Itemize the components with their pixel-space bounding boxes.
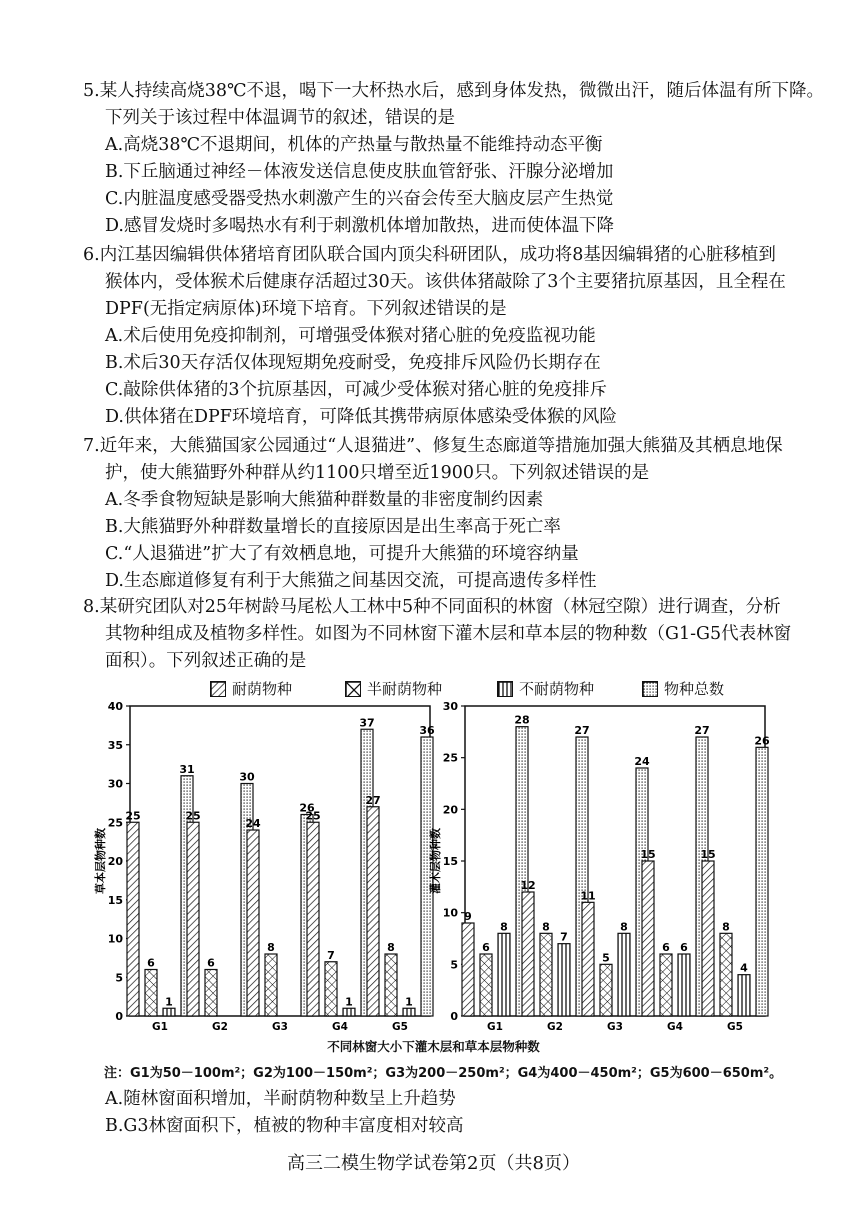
y-axis-label: 草本层物种数 (94, 828, 107, 894)
option-d: D.感冒发烧时多喝热水有利于刺激机体增加散热，进而使体温下降 (105, 216, 614, 236)
herb-layer-chart (90, 700, 445, 1035)
question-stem-line: 下列关于该过程中体温调节的叙述，错误的是 (105, 108, 455, 128)
bar-value-label: 25 (125, 809, 141, 823)
bar (205, 970, 217, 1017)
bar-value-label: 8 (722, 920, 730, 934)
bar-value-label: 6 (482, 941, 490, 954)
bar-value-label: 5 (602, 951, 610, 965)
bar (678, 954, 690, 1016)
option-b: B.G3林窗面积下，植被的物种丰富度相对较高 (105, 1116, 464, 1136)
bar-value-label: 25 (185, 809, 201, 823)
option-a: A.随林窗面积增加，半耐荫物种数呈上升趋势 (105, 1089, 456, 1109)
bar-value-label: 7 (327, 948, 335, 962)
shrub-layer-chart (425, 700, 780, 1035)
y-tick-label: 10 (107, 932, 123, 946)
bar-value-label: 12 (520, 879, 536, 892)
x-tick-label: G5 (392, 1021, 408, 1033)
bar (558, 944, 570, 1016)
chart-note: 注：G1为50－100m²；G2为100－150m²；G3为200－250m²；G4为400－450m²；G5为600－650m²。 (104, 1066, 783, 1081)
x-tick-label: G3 (272, 1021, 288, 1033)
bar-value-label: 6 (207, 956, 215, 970)
question-stem-line: 护，使大熊猫野外种群从约1100只增至近1900只。下列叙述错误的是 (105, 463, 650, 483)
x-tick-label: G5 (727, 1021, 743, 1033)
bar-value-label: 27 (365, 793, 381, 807)
bar-value-label: 6 (680, 941, 688, 954)
question-stem-line: 6.内江基因编辑供体猪培育团队联合国内顶尖科研团队，成功将8基因编辑猪的心脏移植到 (83, 245, 776, 265)
bar (163, 1008, 175, 1016)
bar (582, 902, 594, 1016)
question-stem-line: 面积）。下列叙述正确的是 (105, 651, 307, 671)
option-c: C.敲除供体猪的3个抗原基因，可减少受体猴对猪心脏的免疫排斥 (105, 380, 607, 400)
y-tick-label: 5 (115, 971, 123, 985)
bar-value-label: 28 (514, 713, 530, 727)
x-tick-label: G2 (547, 1021, 563, 1033)
option-a: A.高烧38℃不退期间，机体的产热量与散热量不能维持动态平衡 (105, 135, 603, 155)
y-tick-label: 15 (442, 855, 458, 868)
bar-value-label: 24 (634, 755, 650, 768)
legend-label: 物种总数 (664, 680, 725, 698)
bar-value-label: 30 (239, 770, 255, 784)
bar (187, 822, 199, 1016)
x-tick-label: G2 (212, 1021, 228, 1033)
bar-value-label: 6 (662, 941, 670, 954)
chart-legend (210, 676, 770, 702)
bar (127, 822, 139, 1016)
bar (738, 975, 750, 1016)
bar (325, 962, 337, 1016)
y-tick-label: 30 (442, 700, 458, 713)
bar-value-label: 26 (299, 801, 315, 815)
y-tick-label: 20 (442, 803, 458, 817)
bar-value-label: 15 (640, 848, 656, 861)
question-stem-line: 猴体内，受体猴术后健康存活超过30天。该供体猪敲除了3个主要猪抗原基因，且全程在 (105, 272, 786, 292)
bar-value-label: 15 (700, 848, 716, 861)
bar (660, 954, 672, 1016)
y-tick-label: 15 (107, 893, 123, 907)
question-stem-line: 8.某研究团队对25年树龄马尾松人工林中5种不同面积的林窗（林冠空隙）进行调查，分析 (83, 597, 781, 617)
y-axis-label: 灌木层物种数 (429, 828, 442, 894)
bar-value-label: 8 (267, 941, 275, 954)
question-stem-line: 5.某人持续高烧38℃不退，喝下一大杯热水后，感到身体发热，微微出汗，随后体温有所下降。 (83, 81, 825, 101)
option-b: B.术后30天存活仅体现短期免疫耐受，免疫排斥风险仍长期存在 (105, 353, 601, 373)
vertical-stripe-swatch-icon (497, 681, 513, 697)
legend-label: 不耐荫物种 (519, 680, 595, 698)
legend-label: 耐荫物种 (232, 680, 293, 698)
bar-value-label: 27 (574, 724, 590, 737)
bar-value-label: 27 (694, 724, 710, 737)
question-8-options (105, 1086, 825, 1140)
question-5 (83, 78, 823, 240)
bar (367, 807, 379, 1016)
bar (385, 954, 397, 1016)
bar (498, 933, 510, 1016)
bar-value-label: 9 (464, 910, 472, 923)
option-b: B.大熊猫野外种群数量增长的直接原因是出生率高于死亡率 (105, 517, 561, 537)
question-stem-line: DPF(无指定病原体)环境下培育。下列叙述错误的是 (105, 299, 507, 319)
bar-value-label: 1 (405, 995, 413, 1009)
chart-caption: 不同林窗大小下灌木层和草本层物种数 (327, 1039, 540, 1054)
option-d: D.供体猪在DPF环境培育，可降低其携带病原体感染受体猴的风险 (105, 407, 617, 427)
x-tick-label: G3 (607, 1021, 623, 1033)
bar (307, 822, 319, 1016)
bar (145, 970, 157, 1017)
bar-value-label: 1 (345, 995, 353, 1009)
bar (403, 1008, 415, 1016)
bar (600, 964, 612, 1016)
y-tick-label: 10 (442, 906, 458, 920)
y-tick-label: 25 (107, 816, 123, 830)
x-tick-label: G1 (152, 1021, 168, 1033)
bar (642, 861, 654, 1016)
legend-item (642, 678, 724, 699)
bar-value-label: 24 (245, 817, 261, 830)
y-tick-label: 40 (107, 700, 123, 713)
option-b: B.下丘脑通过神经－体液发送信息使皮肤血管舒张、汗腺分泌增加 (105, 162, 614, 182)
bar-value-label: 37 (359, 716, 375, 730)
question-stem-line: 其物种组成及植物多样性。如图为不同林窗下灌木层和草本层的物种数（G1-G5代表林窗 (105, 624, 792, 644)
question-7 (83, 433, 823, 595)
bar-value-label: 8 (620, 920, 628, 934)
bar-value-label: 7 (560, 930, 568, 944)
bar-value-label: 8 (542, 920, 550, 934)
bar-value-label: 4 (740, 961, 748, 975)
bar (618, 933, 630, 1016)
legend-item (345, 678, 442, 699)
bar-value-label: 11 (580, 889, 596, 903)
question-8 (83, 594, 823, 675)
bar (702, 861, 714, 1016)
legend-label: 半耐荫物种 (367, 680, 443, 698)
option-a: A.术后使用免疫抑制剂，可增强受体猴对猪心脏的免疫监视功能 (105, 326, 596, 346)
bar (480, 954, 492, 1016)
bar (343, 1008, 355, 1016)
y-tick-label: 0 (115, 1010, 123, 1023)
diagonal-hatch-swatch-icon (210, 681, 226, 697)
option-c: C.“人退猫进”扩大了有效栖息地，可提升大熊猫的环境容纳量 (105, 544, 579, 564)
option-c: C.内脏温度感受器受热水刺激产生的兴奋会传至大脑皮层产生热觉 (105, 189, 614, 209)
y-tick-label: 5 (450, 958, 458, 972)
bar (462, 923, 474, 1016)
cross-hatch-swatch-icon (345, 681, 361, 697)
bar-value-label: 6 (147, 956, 155, 970)
bar-value-label: 36 (419, 724, 435, 737)
option-a: A.冬季食物短缺是影响大熊猫种群数量的非密度制约因素 (105, 490, 544, 510)
bar-value-label: 25 (305, 809, 321, 823)
bar-value-label: 8 (387, 941, 395, 954)
bar-value-label: 26 (754, 734, 770, 748)
bar-value-label: 31 (179, 762, 195, 776)
question-stem-line: 7.近年来，大熊猫国家公园通过“人退猫进”、修复生态廊道等措施加强大熊猫及其栖息地保 (83, 436, 783, 456)
x-tick-label: G4 (332, 1021, 348, 1033)
option-d: D.生态廊道修复有利于大熊猫之间基因交流，可提高遗传多样性 (105, 571, 597, 591)
y-tick-label: 35 (107, 738, 123, 752)
legend-item (497, 678, 594, 699)
page-footer: 高三二模生物学试卷第2页（共8页） (287, 1153, 580, 1174)
bar (540, 933, 552, 1016)
y-tick-label: 20 (107, 855, 123, 868)
x-tick-label: G4 (667, 1021, 683, 1033)
bar-value-label: 8 (500, 920, 508, 934)
y-tick-label: 0 (450, 1010, 458, 1023)
x-tick-label: G1 (487, 1021, 503, 1033)
legend-item (210, 678, 292, 699)
bar (522, 892, 534, 1016)
y-tick-label: 25 (442, 751, 458, 765)
bar (247, 830, 259, 1016)
dotted-swatch-icon (642, 681, 658, 697)
bar (756, 747, 768, 1016)
bar (265, 954, 277, 1016)
bar (720, 933, 732, 1016)
y-tick-label: 30 (107, 777, 123, 791)
bar-value-label: 1 (165, 995, 173, 1009)
question-6 (83, 242, 823, 431)
